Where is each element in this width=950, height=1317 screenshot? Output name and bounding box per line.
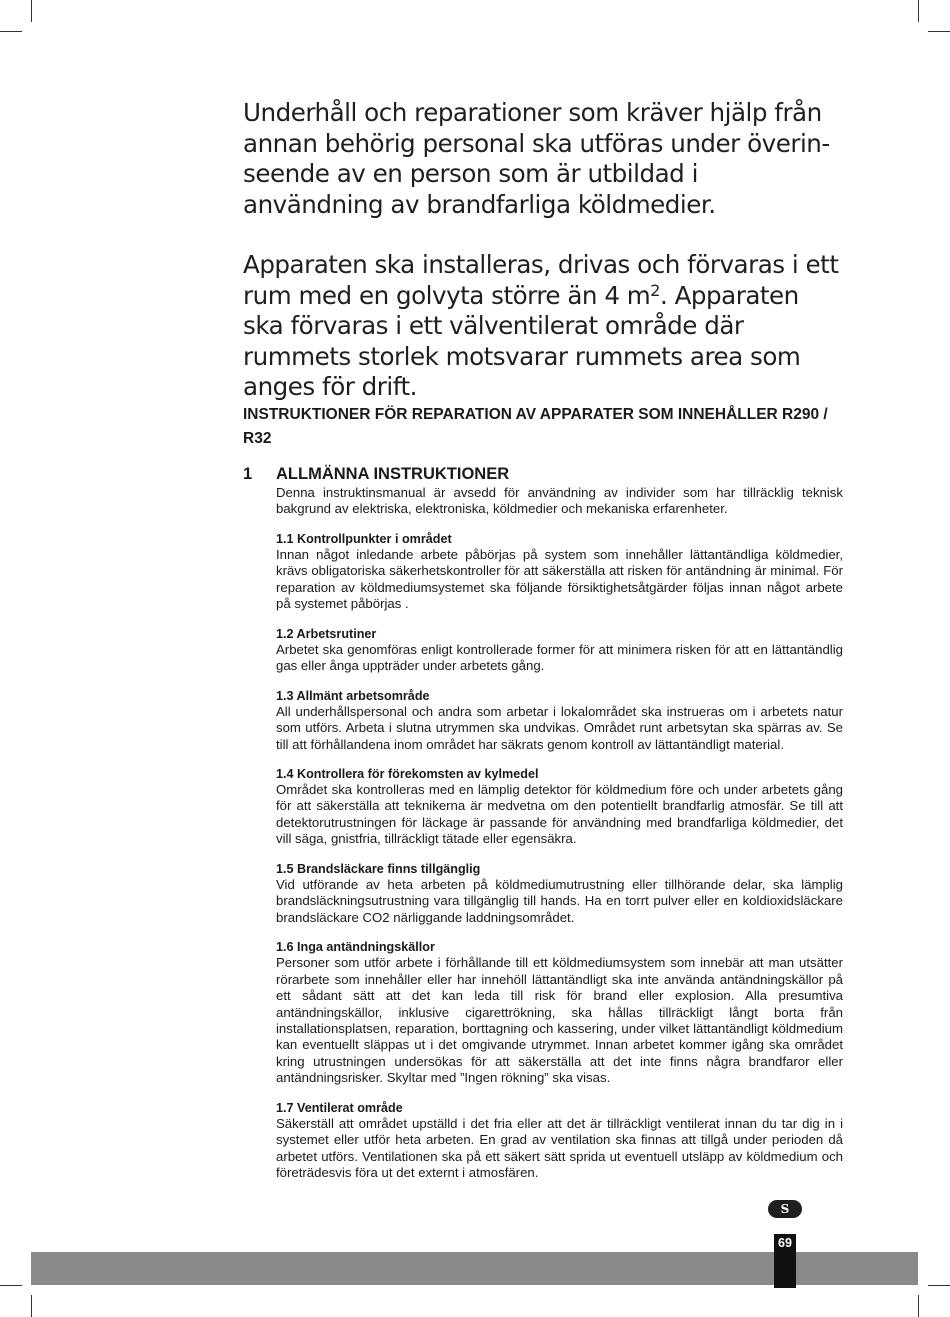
crop-mark [918, 0, 919, 22]
language-badge: S [768, 1200, 802, 1218]
subsection-heading-1-2: 1.2 Arbetsrutiner [276, 626, 377, 641]
subsection-text-1-5: Vid utförande av heta arbeten på köldmediumutrustning eller tillhörande delar, ska lämplig brandsläckningsutrustning vara tillgänglig till hands. Ha en torrt pulver eller en koldioxidsläckare brandsläckare CO2 närliggande laddningsområdet. [276, 876, 843, 925]
subsection-heading-1-7: 1.7 Ventilerat område [276, 1100, 403, 1115]
crop-mark [31, 0, 32, 22]
intro-paragraph-1: Underhåll och reparationer som kräver hjälp från annan behörig personal ska utföras under överin-seende av en person som är utbildad i användning av brandfarliga köldmedier. [243, 98, 830, 219]
section-body [276, 485, 843, 1182]
section-number: 1 [243, 465, 253, 483]
subsection-text-1-2: Arbetet ska genomföras enligt kontrollerade former för att minimera risken för att en lättantändlig gas eller ånga uppträder under arbetets gång. [276, 641, 843, 674]
intro-paragraph-2 [243, 250, 843, 403]
crop-mark [0, 1285, 22, 1286]
subsection-heading-1-5: 1.5 Brandsläckare finns tillgänglig [276, 861, 481, 876]
crop-mark [928, 31, 950, 32]
page-number: 69 [778, 1236, 792, 1250]
section-title: ALLMÄNNA INSTRUKTIONER [276, 465, 510, 483]
superscript: 2 [650, 280, 660, 300]
subsection-text-1-3: All underhållspersonal och andra som arbetar i lokalområdet ska instrueras om i arbetets natur som utförs. Arbeta i slutna utrymmen ska undvikas. Området runt arbetsytan ska spärras av. Se till att förhållandena inom området har säkrats genom kontroll av lättantändligt material. [276, 703, 843, 752]
subsection-text-1-1: Innan något inledande arbete påbörjas på system som innehåller lättantändliga köldmedier, krävs obligatoriska säkerhetskontroller för att säkerställa att risken för antändning är minimal. För reparation av köldmediumsystemet ska följande försiktighetsåtgärder följas innan något arbete på systemet påbörjas . [276, 546, 843, 612]
subsection-text-1-6: Personer som utför arbete i förhållande till ett köldmediumsystem som innebär att man utsätter rörarbete som innehåller eller har innehöll lättantändligt ska inte använda antändningskällor på ett sådant sätt att det kan leda till risk för brand eller explosion. Alla presumtiva antändningskällor, inklusive cigarettrökning, ska hållas tillräckligt långt borta från installationsplatsen, reparation, borttagning och kassering, under vilket lättantändligt köldmedium kan eventuellt släppas ut i det omgivande utrymmet. Innan arbetet kommer igång ska området kring utrustningen undersökas för att säkerställa att det inte finns några brandfaror eller antändningsrisker. Skyltar med ”Ingen rökning” ska visas. [276, 955, 843, 1086]
subsection-heading-1-1: 1.1 Kontrollpunkter i området [276, 531, 452, 546]
crop-mark [0, 31, 22, 32]
intro-paragraph-2-text: Apparaten ska installeras, drivas och förvaras i ett rum med en golvyta större än 4 m [243, 250, 839, 310]
section-intro: Denna instruktinsmanual är avsedd för användning av individer som har tillräcklig teknisk bakgrund av elektriska, elektroniska, köldmedier och mekaniska erfarenheter. [276, 485, 843, 517]
subsection-heading-1-6: 1.6 Inga antändningskällor [276, 940, 435, 955]
crop-mark [918, 1295, 919, 1317]
crop-mark [31, 1295, 32, 1317]
subsection-text-1-7: Säkerställ att området upställd i det fria eller att det är tillräckligt ventilerat innan du tar dig in i systemet eller utför heta arbeten. En grad av ventilation ska finnas att tillgå under perioden då arbetet utförs. Ventilationen ska på ett säkert sätt sprida ut eventuell utsläpp av köldmedium och företrädesvis föra ut det externt i atmosfären. [276, 1115, 843, 1181]
main-heading: INSTRUKTIONER FÖR REPARATION AV APPARATER SOM INNEHÅLLER R290 / R32 [243, 406, 828, 447]
crop-mark [928, 1285, 950, 1286]
subsection-text-1-4: Området ska kontrolleras med en lämplig detektor för köldmedium före och under arbetets gång för att säkerställa att teknikerna är medvetna om den potentiellt brandfarlig atmosfär. Se till att detektorutrustningen för läckage är passande för användning med brandfarliga köldmedier, det vill säga, gnistfria, tillräckligt tätade eller egensäkra. [276, 781, 843, 847]
subsection-heading-1-3: 1.3 Allmänt arbetsområde [276, 688, 430, 703]
intro-paragraph-2-text-end: . Apparaten ska förvaras i ett välventilerat område där rummets storlek motsvarar rummets area som anges för drift. [243, 280, 801, 401]
subsection-heading-1-4: 1.4 Kontrollera för förekomsten av kylmedel [276, 766, 539, 781]
